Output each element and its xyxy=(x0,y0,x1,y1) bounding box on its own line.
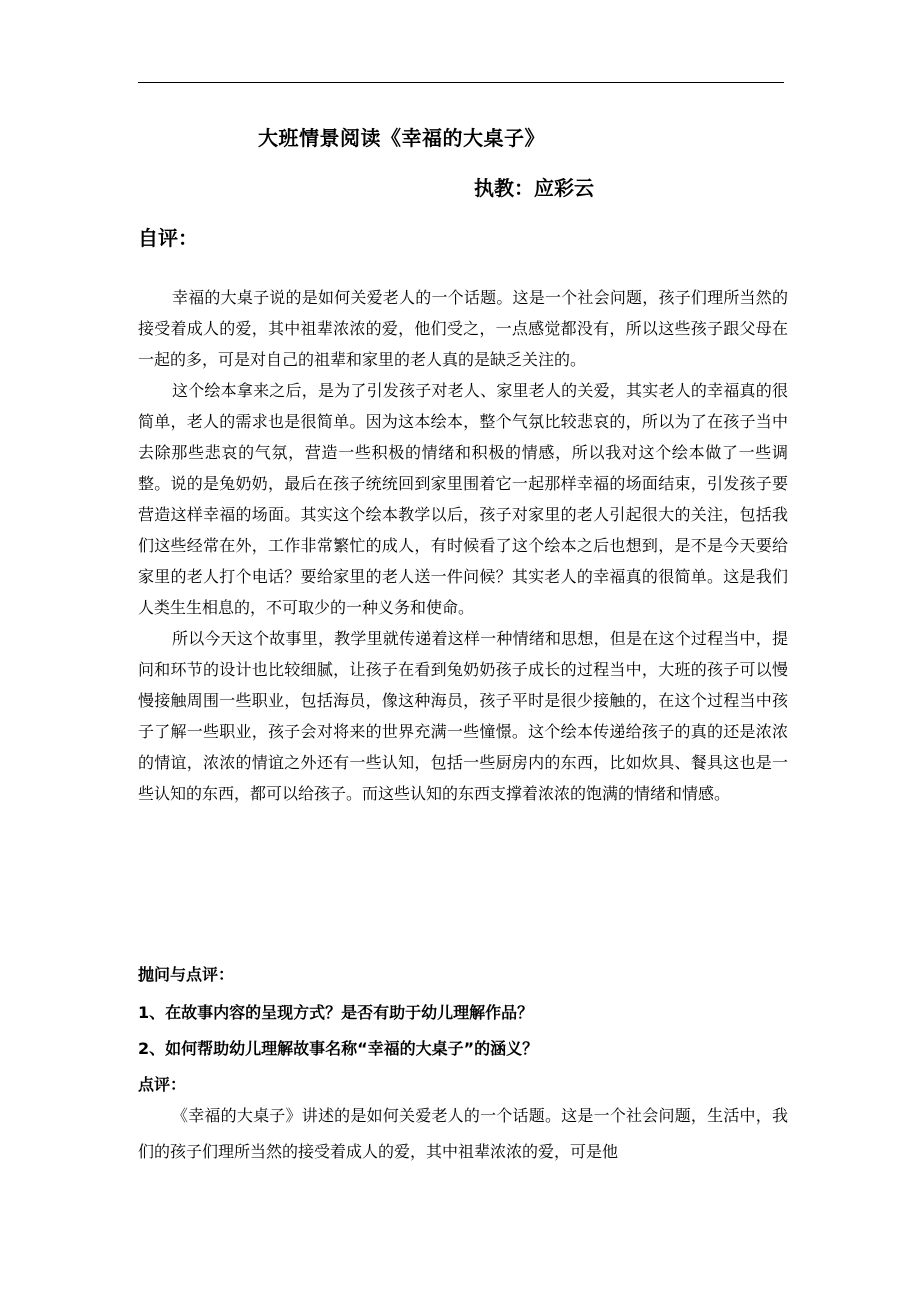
self-eval-paragraph: 幸福的大桌子说的是如何关爱老人的一个话题。这是一个社会问题，孩子们理所当然的接受着成人的爱，其中祖辈浓浓的爱，他们受之，一点感觉都没有，所以这些孩子跟父母在一起的多，可是对自己的祖辈和家里的老人真的是缺乏关注的。 xyxy=(138,288,788,369)
questions-heading: 抛问与点评： xyxy=(138,965,235,984)
question-2: 2、如何帮助幼儿理解故事名称“幸福的大桌子”的涵义？ xyxy=(138,1039,539,1058)
self-eval-heading: 自评： xyxy=(138,226,198,250)
header-rule xyxy=(138,82,784,83)
question-1: 1、在故事内容的呈现方式？是否有助于幼儿理解作品？ xyxy=(138,1003,534,1022)
self-eval-paragraph: 这个绘本拿来之后，是为了引发孩子对老人、家里老人的关爱，其实老人的幸福真的很简单，老人的需求也是很简单。因为这本绘本，整个气氛比较悲哀的，所以为了在孩子当中去除那些悲哀的气氛，营造一些积极的情绪和积极的情感，所以我对这个绘本做了一些调整。说的是兔奶奶，最后在孩子统统回到家里围着它一起那样幸福的场面结束，引发孩子要营造这样幸福的场面。其实这个绘本教学以后，孩子对家里的老人引起很大的关注，包括我们这些经常在外，工作非常繁忙的成人，有时候看了这个绘本之后也想到，是不是今天要给家里的老人打个电话？要给家里的老人送一件问候？其实老人的幸福真的很简单。这是我们人类生生相息的，不可取少的一种义务和使命。 xyxy=(138,381,788,617)
document-title: 大班情景阅读《幸福的大桌子》 xyxy=(258,126,545,150)
teacher-line: 执教：应彩云 xyxy=(474,176,594,200)
self-eval-paragraph: 所以今天这个故事里，教学里就传递着这样一种情绪和思想，但是在这个过程当中，提问和环节的设计也比较细腻，让孩子在看到兔奶奶孩子成长的过程当中，大班的孩子可以慢慢接触周围一些职业，包括海员，像这种海员，孩子平时是很少接触的，在这个过程当中孩子了解一些职业，孩子会对将来的世界充满一些憧憬。这个绘本传递给孩子的真的还是浓浓的情谊，浓浓的情谊之外还有一些认知，包括一些厨房内的东西，比如炊具、餐具这也是一些认知的东西，都可以给孩子。而这些认知的东西支撑着浓浓的饱满的情绪和情感。 xyxy=(138,629,788,803)
comment-paragraph: 《幸福的大桌子》讲述的是如何关爱老人的一个话题。这是一个社会问题，生活中，我们的孩子们理所当然的接受着成人的爱，其中祖辈浓浓的爱，可是他 xyxy=(138,1106,788,1161)
comment-body xyxy=(138,1098,788,1170)
self-eval-body xyxy=(138,282,788,809)
comment-heading: 点评： xyxy=(138,1075,187,1094)
